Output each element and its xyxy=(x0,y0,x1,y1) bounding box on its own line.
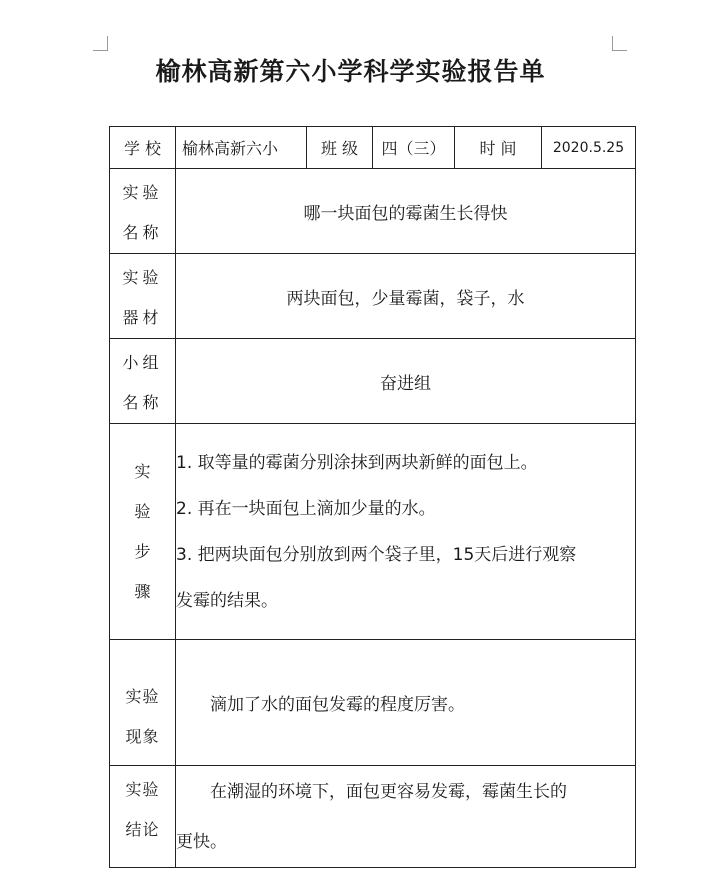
time-label: 时 间 xyxy=(455,127,542,169)
class-value: 四（三） xyxy=(373,127,455,169)
time-value: 2020.5.25 xyxy=(542,127,636,169)
phenomenon-row xyxy=(110,640,636,766)
steps-row xyxy=(110,424,636,640)
conclusion-row xyxy=(110,766,636,868)
conclusion-line-1: 在潮湿的环境下，面包更容易发霉，霉菌生长的 xyxy=(210,781,567,802)
materials-label xyxy=(110,254,176,339)
group-row xyxy=(110,339,636,424)
phenomenon-label xyxy=(110,640,176,766)
step-line: 3. 把两块面包分别放到两个袋子里，15天后进行观察 xyxy=(176,544,577,565)
group-label xyxy=(110,339,176,424)
conclusion-line-2: 更快。 xyxy=(176,831,227,852)
group-label-line-1: 小组 xyxy=(122,353,163,372)
steps-label-char: 验 xyxy=(134,501,151,521)
materials-row xyxy=(110,254,636,339)
experiment-name-label-line-1: 实验 xyxy=(122,183,163,202)
group-value: 奋进组 xyxy=(176,339,636,424)
experiment-name-label xyxy=(110,169,176,254)
steps-content xyxy=(176,424,636,640)
header-row xyxy=(110,127,636,169)
steps-label xyxy=(110,424,176,640)
experiment-name-row xyxy=(110,169,636,254)
group-label-line-2: 名称 xyxy=(122,393,163,412)
step-line: 发霉的结果。 xyxy=(176,590,278,611)
conclusion-label xyxy=(110,766,176,868)
crop-mark-top-right xyxy=(612,36,627,51)
class-label: 班 级 xyxy=(307,127,373,169)
steps-label-char: 步 xyxy=(134,541,151,561)
phenomenon-label-line-2: 现象 xyxy=(125,727,160,746)
materials-label-line-1: 实验 xyxy=(122,268,163,287)
page-title: 榆林高新第六小学科学实验报告单 xyxy=(155,57,546,86)
conclusion-label-line-1: 实验 xyxy=(125,780,160,799)
materials-label-line-2: 器材 xyxy=(122,308,163,327)
conclusion-label-line-2: 结论 xyxy=(125,820,160,839)
report-table xyxy=(109,126,636,868)
conclusion-content xyxy=(176,766,636,868)
steps-label-char: 实 xyxy=(134,461,151,481)
phenomenon-label-line-1: 实验 xyxy=(125,687,160,706)
materials-value: 两块面包，少量霉菌，袋子，水 xyxy=(176,254,636,339)
experiment-name-value: 哪一块面包的霉菌生长得快 xyxy=(176,169,636,254)
school-value: 榆林高新六小 xyxy=(176,127,307,169)
experiment-name-label-line-2: 名称 xyxy=(122,223,163,242)
school-label: 学 校 xyxy=(110,127,176,169)
step-line: 1. 取等量的霉菌分别涂抹到两块新鲜的面包上。 xyxy=(176,452,538,473)
crop-mark-top-left xyxy=(93,36,108,51)
step-line: 2. 再在一块面包上滴加少量的水。 xyxy=(176,498,436,519)
phenomenon-value: 滴加了水的面包发霉的程度厉害。 xyxy=(176,640,636,766)
steps-label-char: 骤 xyxy=(134,581,151,601)
